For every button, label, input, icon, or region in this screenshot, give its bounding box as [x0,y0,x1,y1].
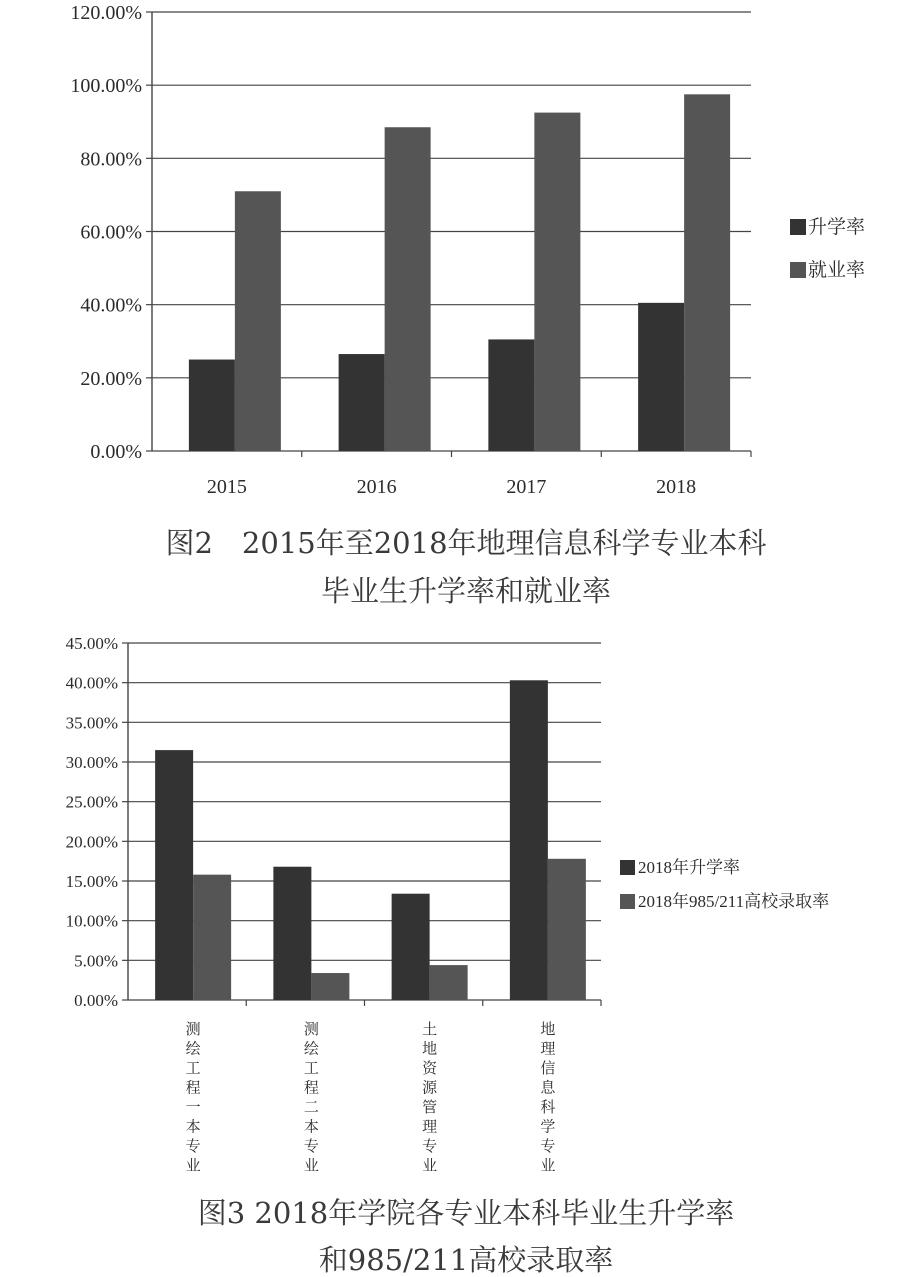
legend-label-series2: 就业率 [808,259,866,281]
figure3-caption-line2: 和985/211高校录取率 [318,1243,614,1277]
bar-series1-3 [638,303,684,451]
legend-swatch-series2 [620,894,635,909]
bars [155,680,586,1000]
legend-label-series2: 2018年985/211高校录取率 [638,892,830,911]
bar-series2-0 [235,191,281,451]
y-tick-label: 5.00% [74,951,118,971]
figure2-caption-line2: 毕业生升学率和就业率 [320,574,612,608]
x-category-label: 2018 [656,476,697,498]
legend [790,216,865,281]
y-tick-label: 30.00% [65,753,118,772]
bar-series2-3 [548,859,586,1000]
bar-series1-3 [510,680,548,1000]
y-tick-label: 35.00% [65,713,118,733]
legend-swatch-series2 [790,262,806,278]
y-tick-label: 25.00% [65,792,118,812]
y-axis-ticks [66,634,118,1010]
y-tick-label: 100.00% [70,75,142,98]
x-category-label: 地理信息科学专业 [540,1020,556,1175]
x-category-label: 2017 [506,476,547,498]
chart-figure3 [66,634,830,1277]
bar-series1-2 [392,894,430,1000]
bar-series1-1 [273,867,311,1000]
y-tick-label: 40.00% [80,294,142,317]
chart-figure2 [70,2,865,608]
y-tick-label: 45.00% [65,634,118,653]
bar-series1-2 [488,339,534,451]
x-axis-labels [207,476,696,498]
bar-series2-0 [193,875,231,1000]
figure3-caption-line1: 图3 2018年学院各专业本科毕业生升学率 [197,1196,735,1230]
bar-series2-3 [684,94,730,451]
legend [620,857,829,911]
x-category-label: 测绘工程一本专业 [185,1020,201,1175]
x-category-label: 测绘工程二本专业 [303,1020,319,1175]
figure2-caption-line1: 图2 2015年至2018年地理信息科学专业本科 [165,526,767,560]
x-category-label: 土地资源管理专业 [422,1020,438,1175]
bar-series1-1 [339,354,385,451]
bars [189,94,730,451]
x-category-label: 2016 [356,476,397,498]
y-tick-label: 0.00% [90,441,142,463]
bar-series2-1 [311,973,349,1000]
bar-series2-2 [430,965,468,1000]
y-tick-label: 60.00% [80,221,142,244]
legend-swatch-series1 [790,219,806,235]
bar-series1-0 [155,750,193,1000]
y-tick-label: 40.00% [65,673,118,693]
legend-label-series1: 2018年升学率 [638,858,740,877]
y-tick-label: 10.00% [65,911,118,931]
y-tick-label: 15.00% [65,872,118,891]
y-tick-label: 20.00% [80,367,142,390]
bar-series1-0 [189,360,235,451]
x-axis-labels [186,1020,557,1175]
legend-swatch-series1 [620,860,635,875]
y-tick-label: 20.00% [65,832,118,852]
y-tick-label: 0.00% [74,991,118,1010]
x-category-label: 2015 [206,476,247,498]
y-tick-label: 120.00% [70,2,142,24]
legend-label-series1: 升学率 [808,216,866,238]
y-tick-label: 80.00% [80,148,142,171]
bar-series2-2 [534,113,580,451]
y-axis-ticks [70,2,142,463]
bar-series2-1 [385,127,431,451]
